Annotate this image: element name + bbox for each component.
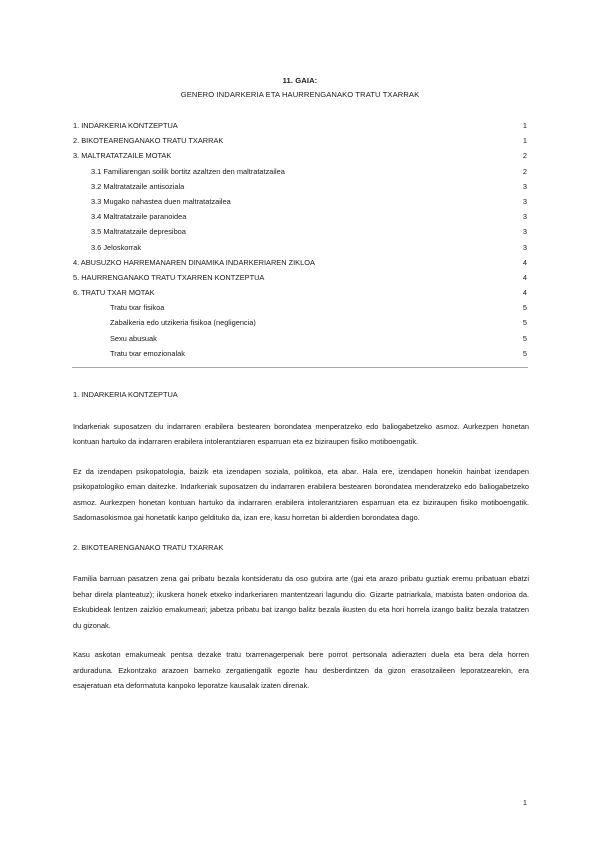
- toc-entry-page: 3: [522, 196, 527, 206]
- document-title-block: [0, 74, 600, 102]
- toc-entry[interactable]: [73, 285, 527, 300]
- toc-entry-label: 4. ABUSUZKO HARREMANAREN DINAMIKA INDARKERIAREN ZIKLOA: [73, 257, 315, 267]
- spacer: [73, 403, 529, 419]
- toc-entry[interactable]: [73, 209, 527, 224]
- toc-entry[interactable]: [73, 194, 527, 209]
- toc-entry-label: 1. INDARKERIA KONTZEPTUA: [73, 121, 178, 130]
- document-body: [73, 387, 529, 708]
- spacer: [73, 450, 529, 464]
- body-paragraph: Ez da izendapen psikopatologia, baizik eta izendapen soziala, politikoa, eta abar. Hala ere, izendapen honekin hainbat izendapen psikopatologiko eman daitezke. Indarkeriak suposatzen du indarraren erabilera bestearen borondatea menderatzeko edo baliogabetzeko asmoz. Aurkezpen honetan kontuan hartuko da indarraren erabilera intolerantziaren esparruan eta ez biziraupen fisiko motiboengatik. Sadomasokismoa gai honetatik kanpo geldituko da, izan ere, kasu horretan bi alderdien borondatea dago.: [73, 466, 529, 522]
- toc-entry-page: 3: [522, 212, 527, 222]
- toc-entry[interactable]: [73, 224, 527, 239]
- toc-entry-page: 1: [522, 121, 527, 130]
- body-paragraph: Familia barruan pasatzen zena gai pribatu bezala kontsideratu da oso gutxira arte (gai eta arazo pribatu guztiak eremu pribatuan ebatzi behar direla planteatuz); ikuskera honek etxeko indarkeriaren mantentzeari lagundu dio. Gizarte patriarkala, matxista baten ondorioa da. Eskubideak lentzen zaizkio emakumeari; jabetza pribatu bat izango balitz bezala ikusten du eta hori horrela izango balitz bezala tratatzen du gizonak.: [73, 574, 529, 630]
- toc-entry-label: 6. TRATU TXAR MOTAK: [73, 288, 155, 298]
- toc-entry-page: 5: [522, 303, 527, 313]
- body-paragraph: Kasu askotan emakumeak pentsa dezake tratu txarrenagerpenak bere porrot pertsonala adierazten duela eta bera dela horren arduraduna. Ezkontzako arazoen barneko zergatiengatik egozte hau desberdintzen da gizon erasotzaileen leporatzearekin, era esajeratuan eta deformatuta kanpoko leporatze kausalak izaten direnak.: [73, 650, 529, 690]
- body-paragraph: Indarkeriak suposatzen du indarraren erabilera bestearen borondatea menperatzeko edo baliogabetzeko asmoz. Aurkezpen honetan kontuan hartuko da indarraren erabilera intolerantziaren esparruan eta ez biziraupen fisiko motiboengatik.: [73, 421, 529, 446]
- toc-entry-label: Zabalkeria edo utzikeria fisikoa (negligencia): [110, 318, 256, 328]
- spacer: [73, 555, 529, 571]
- document-title: GENERO INDARKERIA ETA HAURRENGANAKO TRATU TXARRAK: [180, 90, 420, 99]
- chapter-label: 11. GAIA:: [282, 76, 318, 85]
- table-of-contents: [73, 118, 527, 361]
- toc-entry-page: 3: [522, 242, 527, 252]
- toc-entry-label: Tratu txar fisikoa: [110, 303, 165, 313]
- toc-entry-label: 3.5 Maltratatzaile depresiboa: [91, 227, 186, 237]
- toc-entry-label: 3.1 Familiarengan soilik bortitz azaltzen den maltratatzailea: [91, 166, 285, 176]
- toc-entry-page: 5: [522, 318, 527, 328]
- toc-entry-label: Sexu abusuak: [110, 333, 157, 343]
- toc-entry[interactable]: [73, 164, 527, 179]
- page-number: 1: [522, 798, 527, 807]
- toc-entry-label: Tratu txar emozionalak: [110, 348, 185, 358]
- toc-entry[interactable]: [73, 148, 527, 163]
- spacer: [73, 694, 529, 708]
- toc-entry-page: 4: [522, 272, 527, 282]
- toc-divider: [72, 367, 528, 368]
- toc-entry-page: 1: [522, 136, 527, 146]
- toc-entry-label: 2. BIKOTEARENGANAKO TRATU TXARRAK: [73, 136, 224, 146]
- section-heading: 2. BIKOTEARENGANAKO TRATU TXARRAK: [73, 542, 224, 552]
- toc-entry[interactable]: [73, 118, 527, 133]
- toc-entry-label: 5. HAURRENGANAKO TRATU TXARREN KONTZEPTUA: [73, 272, 265, 282]
- toc-entry-label: 3.6 Jeloskorrak: [91, 242, 142, 252]
- section-heading: 1. INDARKERIA KONTZEPTUA: [73, 390, 178, 399]
- toc-entry-page: 2: [522, 151, 527, 161]
- toc-entry-label: 3.3 Mugako nahastea duen maltratatzailea: [91, 196, 231, 206]
- toc-entry-label: 3.4 Maltratatzaile paranoidea: [91, 212, 187, 222]
- toc-entry[interactable]: [73, 240, 527, 255]
- toc-entry-page: 2: [522, 166, 527, 176]
- toc-entry[interactable]: [73, 179, 527, 194]
- toc-entry-page: 3: [522, 181, 527, 191]
- spacer: [73, 526, 529, 540]
- toc-entry[interactable]: [73, 300, 527, 315]
- toc-entry[interactable]: [73, 315, 527, 330]
- toc-entry[interactable]: [73, 270, 527, 285]
- toc-entry-page: 5: [522, 333, 527, 343]
- toc-entry-page: 4: [522, 288, 527, 298]
- toc-entry-page: 5: [522, 348, 527, 358]
- toc-entry[interactable]: [73, 133, 527, 148]
- toc-entry[interactable]: [73, 255, 527, 270]
- toc-entry[interactable]: [73, 346, 527, 361]
- spacer: [73, 633, 529, 647]
- toc-entry-label: 3. MALTRATATZAILE MOTAK: [73, 151, 172, 161]
- toc-entry-page: 4: [522, 257, 527, 267]
- toc-entry[interactable]: [73, 331, 527, 346]
- toc-entry-label: 3.2 Maltratatzaile antisoziala: [91, 181, 185, 191]
- toc-entry-page: 3: [522, 227, 527, 237]
